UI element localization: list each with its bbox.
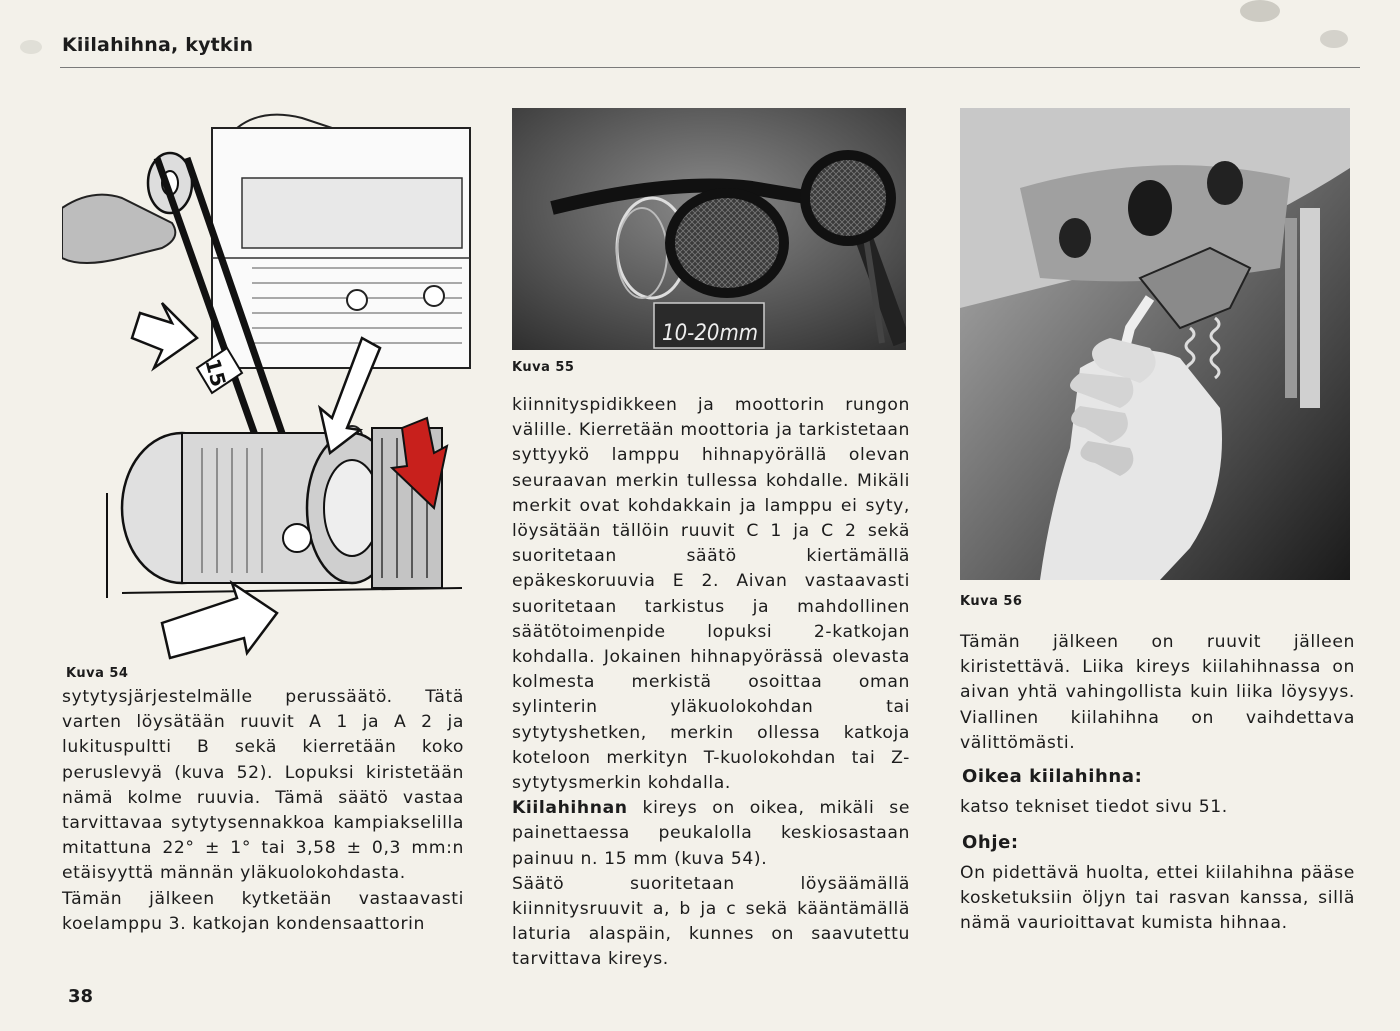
col2-body	[512, 393, 910, 973]
col3-paragraph-3: On pidettävä huolta, ettei kiilahihna pääse kosketuksiin öljyn tai rasvan kanssa, sillä nämä vaurioittavat kumista hihnaa.	[960, 863, 1355, 934]
col3-body-2	[960, 795, 1355, 820]
col1-paragraph-1: sytytysjärjestelmälle perussäätö. Tätä varten löysätään ruuvit A 1 ja A 2 ja lukituspultti B sekä kierretään koko peruslevyä (kuva 52). Lopuksi kiristetään nämä kolme ruuvia. Tämä säätö vastaa tarvittavaa sytytysennakkoa kampiakselilla mitattuna 22° ± 1° tai 3,58 ± 0,3 mm:n etäisyyttä männän yläkuolokohdasta.	[62, 687, 464, 884]
col2-paragraph-3: Säätö suoritetaan löysäämällä kiinnitysruuvit a, b ja c sekä kääntämällä laturia alaspäin, kunnes on saavutettu tarvittava kireys.	[512, 873, 910, 970]
col3-paragraph-2: katso tekniset tiedot sivu 51.	[960, 797, 1228, 817]
figure-55-caption: Kuva 55	[512, 360, 575, 375]
header-divider	[60, 67, 1360, 68]
col2-paragraph-1: kiinnityspidikkeen ja moottorin rungon välille. Kierretään moottoria ja tarkistetaan syttyykö lamppu hihnapyörällä olevan seuraavan merkin tullessa kohdalle. Mikäli merkit ovat kohdakkain ja lamppu ei syty, löysätään tällöin ruuvit C 1 ja C 2 sekä suoritetaan säätö kiertämällä epäkeskoruuvia E 2. Aivan vastaavasti suoritetaan tarkistus ja mahdollinen säätötoimenpide lopuksi 2-katkojan kohdalla. Jokainen hihnapyörässä olevasta kolmesta merkistä osoittaa oman sylinterin yläkuolokohdan tai sytytyshetken, merkin ollessa katkoja koteloon merkityn T-kuolokohdan tai Z-sytytysmerkin kohdalla.	[512, 395, 910, 794]
col2-paragraph-2-lead: Kiilahihnan	[512, 798, 628, 819]
pedal-photo-icon	[512, 108, 906, 350]
figure-54-caption: Kuva 54	[66, 666, 129, 681]
figure-56-wrench-photo	[960, 108, 1350, 580]
wrench-photo-icon	[960, 108, 1350, 580]
col3-heading-ohje: Ohje:	[962, 832, 1019, 853]
col3-heading-oikea-kiilahihna: Oikea kiilahihna:	[962, 766, 1143, 787]
figure-55-pedal-photo	[512, 108, 906, 350]
figure-55-measure-label: 10-20mm	[662, 321, 759, 346]
col3-body-1	[960, 630, 1355, 756]
scan-speck	[1240, 0, 1280, 22]
col3-body-3	[960, 861, 1355, 937]
scan-speck	[20, 40, 42, 54]
page-number: 38	[68, 986, 94, 1007]
page-header-title: Kiilahihna, kytkin	[62, 34, 254, 56]
scan-speck	[1320, 30, 1348, 48]
col3-paragraph-1: Tämän jälkeen on ruuvit jälleen kiristettävä. Liika kireys kiilahihnassa on aivan yhtä vahingollista kuin liika löysyys. Viallinen kiilahihna on vaihdettava välittömästi.	[960, 632, 1355, 753]
col2-paragraph-2	[512, 796, 910, 872]
engine-diagram-icon	[62, 108, 472, 663]
col1-body	[62, 685, 464, 937]
col1-paragraph-2: Tämän jälkeen kytketään vastaavasti koelamppu 3. katkojan kondensaattorin	[62, 888, 464, 934]
col2-paragraph-2-rest: kireys on oikea, mikäli se painettaessa peukalolla keskiosastaan painuu n. 15 mm (kuva 54).	[512, 798, 910, 869]
figure-54-engine-diagram	[62, 108, 472, 663]
figure-54-label-15: 15	[200, 356, 231, 390]
figure-56-caption: Kuva 56	[960, 594, 1023, 609]
